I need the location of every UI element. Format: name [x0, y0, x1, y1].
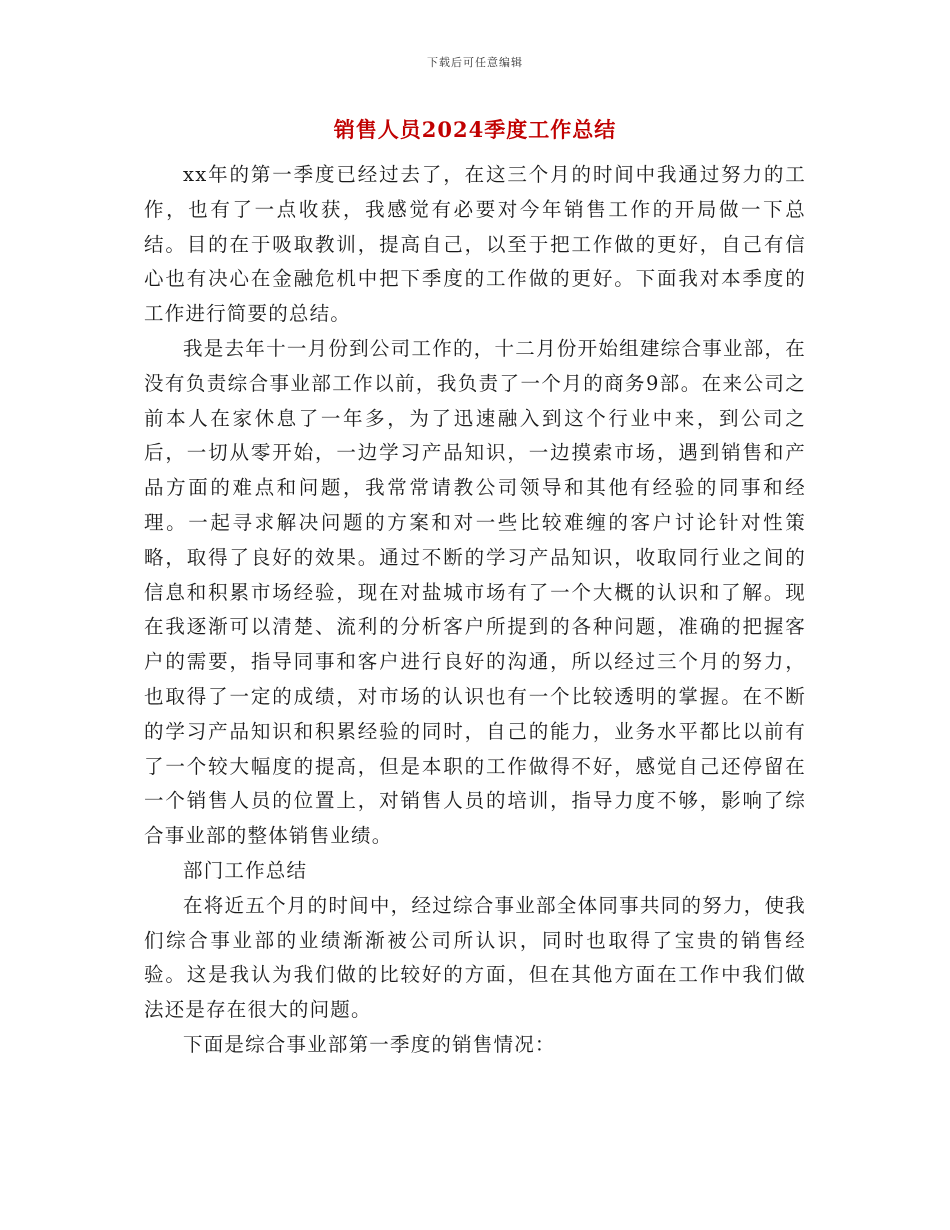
document-body: [144, 158, 806, 1063]
paragraph-intro: xx年的第一季度已经过去了，在这三个月的时间中我通过努力的工作，也有了一点收获，我感觉有必要对今年销售工作的开局做一下总结。目的在于吸取教训，提高自己，以至于把工作做的更好，自己有信心也有决心在金融危机中把下季度的工作做的更好。下面我对本季度的工作进行简要的总结。: [144, 163, 806, 326]
section-heading-department-summary: 部门工作总结: [183, 858, 308, 882]
document-title: 销售人员2024季度工作总结: [333, 117, 617, 142]
paragraph-sales-intro: 下面是综合事业部第一季度的销售情况：: [183, 1032, 556, 1056]
page-header-note: 下载后可任意编辑: [427, 56, 523, 69]
paragraph-department: 在将近五个月的时间中，经过综合事业部全体同事共同的努力，使我们综合事业部的业绩渐渐被公司所认识，同时也取得了宝贵的销售经验。这是我认为我们做的比较好的方面，但在其他方面在工作中我们做法还是存在很大的问题。: [144, 893, 806, 1022]
paragraph-experience: 我是去年十一月份到公司工作的，十二月份开始组建综合事业部，在没有负责综合事业部工作以前，我负责了一个月的商务9部。在来公司之前本人在家休息了一年多，为了迅速融入到这个行业中来，到公司之后，一切从零开始，一边学习产品知识，一边摸索市场，遇到销售和产品方面的难点和问题，我常常请教公司领导和其他有经验的同事和经理。一起寻求解决问题的方案和对一些比较难缠的客户讨论针对性策略，取得了良好的效果。通过不断的学习产品知识，收取同行业之间的信息和积累市场经验，现在对盐城市场有了一个大概的认识和了解。现在我逐渐可以清楚、流利的分析客户所提到的各种问题，准确的把握客户的需要，指导同事和客户进行良好的沟通，所以经过三个月的努力，也取得了一定的成绩，对市场的认识也有一个比较透明的掌握。在不断的学习产品知识和积累经验的同时，自己的能力，业务水平都比以前有了一个较大幅度的提高，但是本职的工作做得不好，感觉自己还停留在一个销售人员的位置上，对销售人员的培训，指导力度不够，影响了综合事业部的整体销售业绩。: [144, 336, 806, 848]
